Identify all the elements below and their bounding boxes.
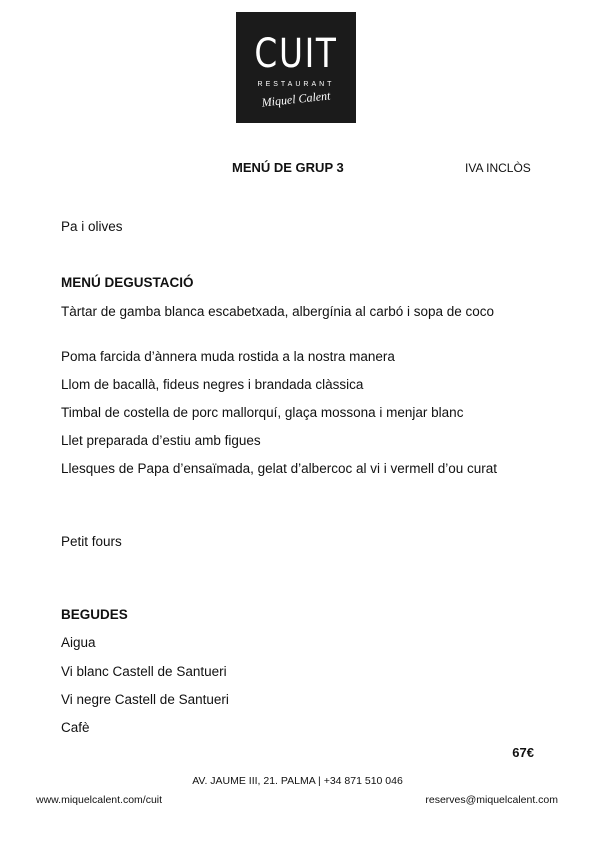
drink-item-4: Cafè <box>61 720 90 735</box>
tasting-item-1: Tàrtar de gamba blanca escabetxada, albergínia al carbó i sopa de coco <box>61 304 495 319</box>
menu-price: 67€ <box>512 745 534 760</box>
tasting-item-6: Llesques de Papa d’ensaïmada, gelat d’albercoc al vi i vermell d’ou curat <box>61 461 498 476</box>
drink-item-2: Vi blanc Castell de Santueri <box>61 664 227 679</box>
tasting-menu-heading: MENÚ DEGUSTACIÓ <box>61 275 194 290</box>
footer-website-link[interactable]: www.miquelcalent.com/cuit <box>36 794 163 806</box>
footer-email-link[interactable]: reserves@miquelcalent.com <box>425 794 558 806</box>
logo-signature: Miquel Calent <box>260 88 332 110</box>
tasting-item-5: Llet preparada d’estiu amb figues <box>61 433 261 448</box>
petit-fours-item: Petit fours <box>61 534 122 549</box>
drink-item-1: Aigua <box>61 635 96 650</box>
starter-item: Pa i olives <box>61 219 123 234</box>
restaurant-logo <box>236 12 356 123</box>
drinks-heading: BEGUDES <box>61 607 128 622</box>
tax-note: IVA INCLÒS <box>465 161 531 175</box>
drink-item-3: Vi negre Castell de Santueri <box>61 692 229 707</box>
logo-wordmark: CUIT <box>254 31 338 77</box>
menu-title: MENÚ DE GRUP 3 <box>232 160 344 175</box>
footer-address: AV. JAUME III, 21. PALMA | +34 871 510 046 <box>192 775 403 787</box>
tasting-item-4: Timbal de costella de porc mallorquí, glaça mossona i menjar blanc <box>61 405 464 420</box>
logo-subtitle: RESTAURANT <box>257 81 335 88</box>
tasting-item-3: Llom de bacallà, fideus negres i brandada clàssica <box>61 377 364 392</box>
tasting-item-2: Poma farcida d’ànnera muda rostida a la nostra manera <box>61 349 395 364</box>
